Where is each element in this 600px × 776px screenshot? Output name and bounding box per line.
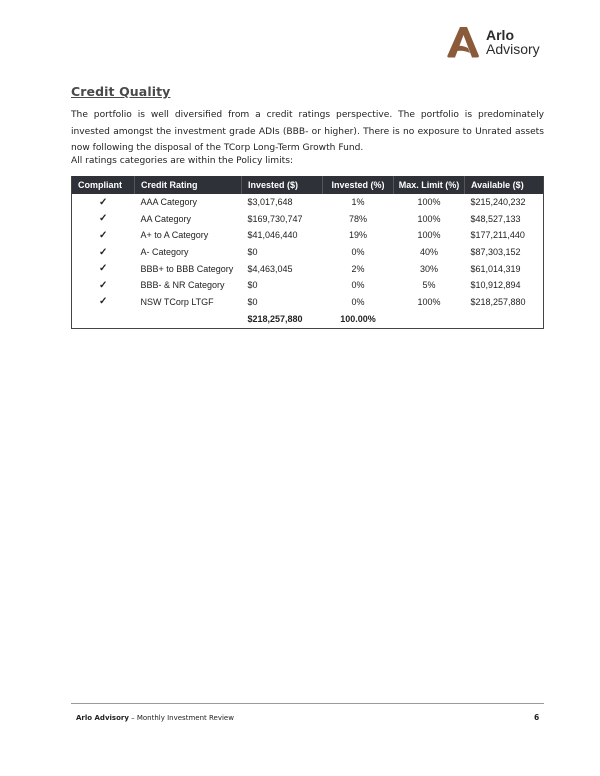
- invested-percent-cell: 0%: [351, 280, 365, 291]
- table-row: [72, 227, 544, 244]
- arlo-logo-mark-icon: [446, 26, 480, 58]
- max-limit-cell: 100%: [417, 197, 441, 208]
- table-row: [72, 277, 544, 294]
- table-row: [72, 294, 544, 311]
- invested-dollars-cell: $0: [247, 296, 258, 307]
- max-limit-cell: 40%: [419, 247, 438, 258]
- checkmark-icon: ✓: [99, 296, 108, 308]
- empty-cell: [465, 310, 544, 329]
- available-cell: $218,257,880: [470, 296, 526, 307]
- invested-percent-cell: 0%: [351, 247, 365, 258]
- invested-dollars-cell: $3,017,648: [247, 197, 293, 208]
- invested-percent-cell: 78%: [348, 213, 367, 224]
- column-header-invested-dollars: Invested ($): [242, 176, 323, 194]
- column-header-credit-rating: Credit Rating: [135, 176, 242, 194]
- column-header-max-limit: Max. Limit (%): [394, 176, 465, 194]
- table-total-row: [72, 310, 544, 329]
- invested-dollars-cell: $0: [247, 247, 258, 258]
- invested-percent-cell: 19%: [348, 230, 367, 241]
- checkmark-icon: ✓: [99, 263, 108, 275]
- max-limit-cell: 100%: [417, 296, 441, 307]
- credit-rating-cell: BBB- & NR Category: [140, 280, 225, 291]
- available-cell: $61,014,319: [470, 263, 521, 274]
- available-cell: $215,240,232: [470, 197, 526, 208]
- table-row: [72, 211, 544, 228]
- credit-rating-cell: AAA Category: [140, 197, 198, 208]
- checkmark-icon: ✓: [99, 196, 108, 208]
- column-header-compliant: Compliant: [72, 176, 135, 194]
- logo-line1: Arlo: [486, 27, 514, 43]
- available-cell: $48,527,133: [470, 213, 521, 224]
- credit-rating-cell: NSW TCorp LTGF: [140, 296, 214, 307]
- arlo-advisory-logo: [446, 26, 540, 58]
- footer-title: [76, 714, 234, 722]
- credit-quality-table: [71, 176, 544, 329]
- invested-percent-cell: 0%: [351, 296, 365, 307]
- max-limit-cell: 30%: [419, 263, 438, 274]
- intro-paragraph: The portfolio is well diversified from a credit ratings perspective. The portfolio is predominately invested amongst the investment grade ADIs (BBB- or higher). There is no exposure to Unrated assets now following the disposal of the TCorp Long-Term Growth Fund.: [71, 110, 544, 153]
- column-header-available: Available ($): [465, 176, 544, 194]
- available-cell: $10,912,894: [470, 280, 521, 291]
- footer-divider: [71, 703, 544, 704]
- credit-rating-cell: AA Category: [140, 213, 192, 224]
- table-row: [72, 244, 544, 261]
- footer-subtitle: – Monthly Investment Review: [128, 714, 234, 722]
- total-percent-cell: 100.00%: [340, 314, 376, 325]
- invested-dollars-cell: $169,730,747: [247, 213, 303, 224]
- available-cell: $87,303,152: [470, 247, 521, 258]
- invested-dollars-cell: $4,463,045: [247, 263, 293, 274]
- max-limit-cell: 100%: [417, 230, 441, 241]
- credit-rating-cell: BBB+ to BBB Category: [140, 263, 234, 274]
- checkmark-icon: ✓: [99, 279, 108, 291]
- invested-percent-cell: 1%: [351, 197, 365, 208]
- checkmark-icon: ✓: [99, 229, 108, 241]
- empty-cell: [394, 310, 465, 329]
- empty-cell: [135, 310, 242, 329]
- footer-brand: Arlo Advisory: [76, 714, 129, 722]
- checkmark-icon: ✓: [99, 213, 108, 225]
- credit-rating-cell: A+ to A Category: [140, 230, 209, 241]
- empty-cell: [72, 310, 135, 329]
- invested-percent-cell: 2%: [351, 263, 365, 274]
- table-row: [72, 194, 544, 211]
- column-header-invested-percent: Invested (%): [323, 176, 394, 194]
- checkmark-icon: ✓: [99, 246, 108, 258]
- table-row: [72, 260, 544, 277]
- credit-rating-cell: A- Category: [140, 247, 189, 258]
- policy-limits-note: All ratings categories are within the Policy limits:: [71, 156, 294, 166]
- table-header-row: [72, 176, 544, 194]
- invested-dollars-cell: $41,046,440: [247, 230, 298, 241]
- section-title: Credit Quality: [71, 84, 171, 99]
- total-invested-cell: $218,257,880: [247, 314, 303, 325]
- page-number: 6: [534, 713, 540, 722]
- invested-dollars-cell: $0: [247, 280, 258, 291]
- max-limit-cell: 5%: [422, 280, 436, 291]
- available-cell: $177,211,440: [470, 230, 525, 241]
- logo-line2: Advisory: [486, 41, 540, 57]
- max-limit-cell: 100%: [417, 213, 441, 224]
